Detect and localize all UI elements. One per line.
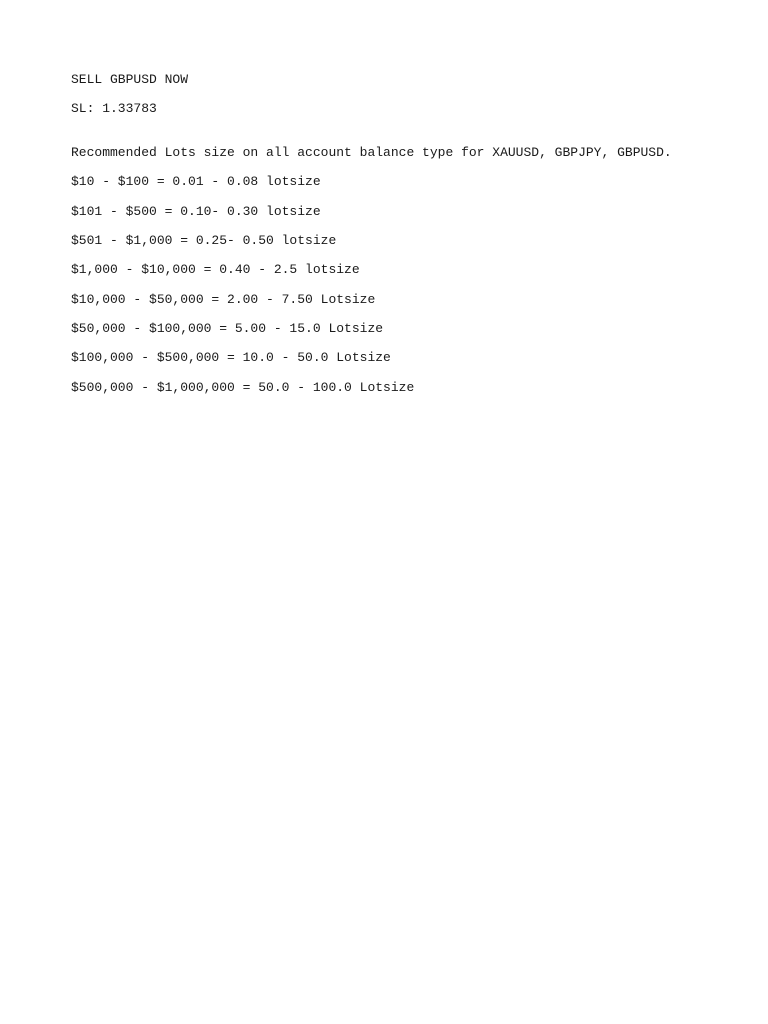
lot-size-row: $10 - $100 = 0.01 - 0.08 lotsize <box>71 174 321 189</box>
lot-size-row: $100,000 - $500,000 = 10.0 - 50.0 Lotsize <box>71 350 391 365</box>
lot-size-row: $501 - $1,000 = 0.25- 0.50 lotsize <box>71 233 337 248</box>
lot-size-intro: Recommended Lots size on all account balance type for XAUUSD, GBPJPY, GBPUSD. <box>71 145 672 160</box>
signal-headline: SELL GBPUSD NOW <box>71 72 189 87</box>
lot-size-row: $1,000 - $10,000 = 0.40 - 2.5 lotsize <box>71 262 360 277</box>
lot-size-row: $10,000 - $50,000 = 2.00 - 7.50 Lotsize <box>71 292 376 307</box>
lot-size-row: $50,000 - $100,000 = 5.00 - 15.0 Lotsize <box>71 321 384 336</box>
lot-size-row: $500,000 - $1,000,000 = 50.0 - 100.0 Lotsize <box>71 380 415 395</box>
stop-loss-line: SL: 1.33783 <box>71 101 157 116</box>
lot-size-row: $101 - $500 = 0.10- 0.30 lotsize <box>71 204 321 219</box>
